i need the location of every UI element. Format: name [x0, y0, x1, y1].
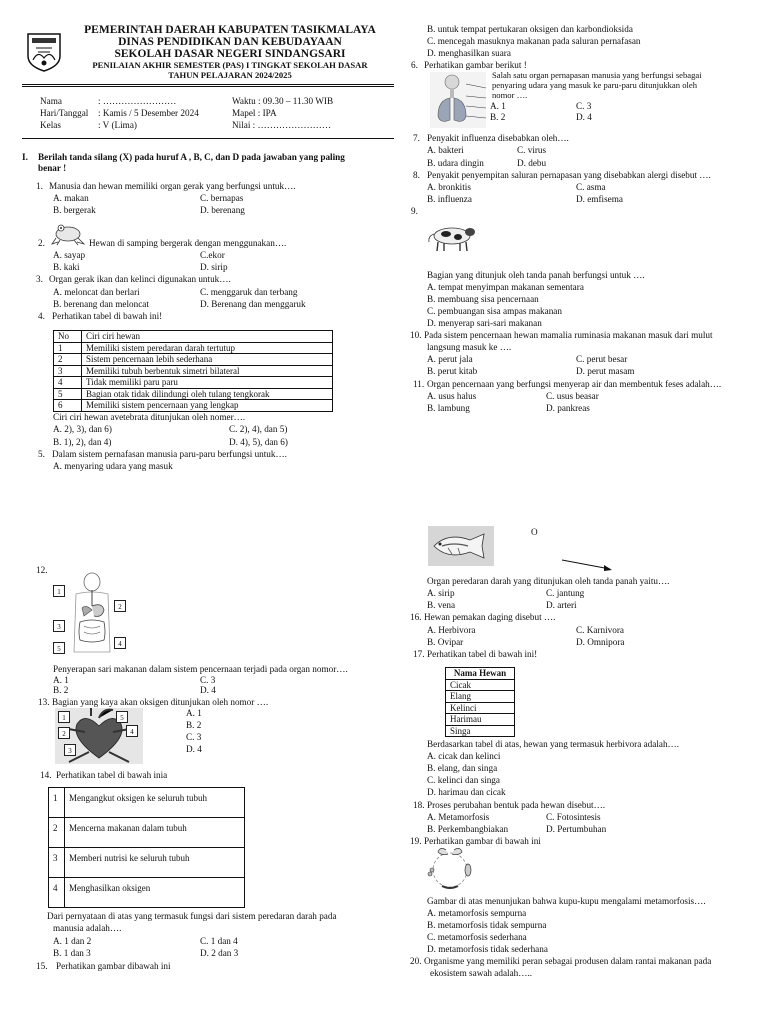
cow-image	[424, 222, 478, 252]
q18-number: 18.	[413, 800, 425, 810]
q13-number: 13.	[38, 697, 50, 707]
info-rule-bottom	[22, 138, 394, 139]
q2-option-b[interactable]: B. kaki	[53, 262, 80, 272]
q17-stem: Perhatikan tabel di bawah ini!	[427, 649, 538, 659]
q14-ask-line2: manusia adalah….	[53, 923, 122, 933]
q15-ask: Organ peredaran darah yang ditunjukan oleh tanda panah yaitu….	[427, 576, 670, 586]
q1-option-b[interactable]: B. bergerak	[53, 205, 96, 215]
q1-option-c[interactable]: C. bernapas	[200, 193, 244, 203]
q8-stem: Penyakit penyempitan saluran pernapasan yang disebabkan alergi disebut ….	[427, 170, 711, 180]
q6-line2: penyaring udara yang masuk ke paru-paru ditunjukkan oleh	[492, 80, 697, 90]
q4-cell-no: 4	[54, 377, 82, 389]
q19-option-b[interactable]: B. metamorfosis tidak sempurna	[427, 920, 547, 930]
q8-option-d[interactable]: D. emfisema	[576, 194, 623, 204]
q14-stem: Perhatikan tabel di bawah inia	[56, 770, 168, 780]
q14-table	[48, 787, 245, 908]
q17-number: 17.	[413, 649, 425, 659]
q12-option-c[interactable]: C. 3	[200, 675, 216, 685]
q17-head: Nama Hewan	[446, 668, 515, 680]
q13-stem: Bagian yang kaya akan oksigen ditunjukan oleh nomor ….	[52, 697, 269, 707]
q10-line1: Pada sistem pencernaan hewan mamalia ruminasia makanan masuk dari mulut	[424, 330, 713, 340]
q10-option-d[interactable]: D. perut masam	[576, 366, 635, 376]
q15-option-c[interactable]: C. jantung	[546, 588, 585, 598]
q2-stem: Hewan di samping bergerak dengan menggunakan….	[89, 238, 287, 248]
q12-option-d[interactable]: D. 4	[200, 685, 216, 695]
q9-option-a[interactable]: A. tempat menyimpan makanan sementara	[427, 282, 584, 292]
q3-stem: Organ gerak ikan dan kelinci digunakan untuk….	[49, 274, 231, 284]
q10-number: 10.	[410, 330, 422, 340]
q13-label-2: 2	[58, 727, 70, 739]
q15-option-d[interactable]: D. arteri	[546, 600, 577, 610]
q4-cell-no: 6	[54, 400, 82, 412]
q6-line3: nomor ….	[492, 90, 528, 100]
q13-option-c[interactable]: C. 3	[186, 732, 202, 742]
q8-option-b[interactable]: B. influenza	[427, 194, 472, 204]
header-line5: TAHUN PELAJARAN 2024/2025	[168, 70, 292, 80]
q2-number: 2.	[38, 238, 45, 248]
q14-ask-line1: Dari pernyataan di atas yang termasuk fungsi dari sistem peredaran darah pada	[47, 911, 337, 921]
q12-label-1: 1	[53, 585, 65, 597]
q17-option-c[interactable]: C. kelinci dan singa	[427, 775, 500, 785]
q10-line2: langsung masuk ke ….	[427, 342, 512, 352]
q13-label-5: 5	[116, 711, 128, 723]
q18-stem: Proses perubahan bentuk pada hewan disebut….	[427, 800, 606, 810]
table-row	[54, 377, 333, 389]
q3-option-d[interactable]: D. Berenang dan menggaruk	[200, 299, 306, 309]
info-kelas-label: Kelas	[40, 120, 61, 130]
arrow-icon	[560, 558, 616, 572]
q4-option-b[interactable]: B. 1), 2), dan 4)	[53, 437, 112, 447]
info-waktu: Waktu : 09.30 – 11.30 WIB	[232, 96, 334, 106]
q4-cell-no: 5	[54, 388, 82, 400]
q6-option-a[interactable]: A. 1	[490, 101, 506, 111]
school-logo	[24, 30, 64, 72]
q5-option-a[interactable]: A. menyaring udara yang masuk	[53, 461, 173, 471]
q5-option-b[interactable]: B. untuk tempat pertukaran oksigen dan karbondioksida	[427, 24, 633, 34]
q19-option-c[interactable]: C. metamorfosis sederhana	[427, 932, 527, 942]
q14-option-a[interactable]: A. 1 dan 2	[53, 936, 92, 946]
q12-option-b[interactable]: B. 2	[53, 685, 69, 695]
q1-option-a[interactable]: A. makan	[53, 193, 89, 203]
q14-option-b[interactable]: B. 1 dan 3	[53, 948, 91, 958]
q6-number: 6.	[411, 60, 418, 70]
q2-option-c[interactable]: C.ekor	[200, 250, 225, 260]
header-line1: PEMERINTAH DAERAH KABUPATEN TASIKMALAYA	[84, 24, 376, 36]
table-row	[49, 878, 245, 908]
instruction-number: I.	[22, 152, 28, 162]
q11-option-b[interactable]: B. lambung	[427, 403, 470, 413]
q7-option-c[interactable]: C. virus	[517, 145, 547, 155]
q6-option-b[interactable]: B. 2	[490, 112, 506, 122]
info-hari-label: Hari/Tanggal	[40, 108, 89, 118]
q13-label-1: 1	[58, 711, 70, 723]
q19-number: 19.	[410, 836, 422, 846]
q17-table-header	[446, 668, 515, 680]
q9-option-b[interactable]: B. membuang sisa pencernaan	[427, 294, 539, 304]
q4-cell-no: 1	[54, 342, 82, 354]
q12-number: 12.	[36, 565, 48, 575]
q14-cell-no: 4	[49, 878, 65, 908]
q12-label-4: 4	[114, 637, 126, 649]
q4-table-header	[54, 331, 333, 343]
q6-line1: Salah satu organ pernapasan manusia yang berfungsi sebagai	[492, 70, 702, 80]
header-line2: DINAS PENDIDIKAN DAN KEBUDAYAAN	[118, 36, 342, 48]
header-rule-top2	[22, 86, 394, 87]
q14-cell-no: 1	[49, 788, 65, 818]
q14-cell-no: 2	[49, 818, 65, 848]
q19-ask: Gambar di atas menunjukan bahwa kupu-kupu mengalami metamorfosis….	[427, 896, 706, 906]
q18-option-b[interactable]: B. Perkembangbiakan	[427, 824, 509, 834]
instruction-line2: benar !	[38, 163, 67, 173]
info-kelas-value: : V (Lima)	[98, 120, 137, 130]
table-row	[446, 691, 515, 703]
q8-number: 8.	[413, 170, 420, 180]
info-mapel: Mapel : IPA	[232, 108, 277, 118]
q16-stem: Hewan pemakan daging disebut ….	[424, 612, 556, 622]
q4-head-no: No	[54, 331, 82, 343]
q9-option-c[interactable]: C. pembuangan sisa ampas makanan	[427, 306, 562, 316]
table-row	[446, 679, 515, 691]
frog-image	[50, 220, 86, 246]
q6-stem: Perhatikan gambar berikut !	[424, 60, 527, 70]
q17-cell: Cicak	[446, 679, 515, 691]
q4-head-ciri: Ciri ciri hewan	[82, 331, 333, 343]
q14-cell-text: Mengangkut oksigen ke seluruh tubuh	[65, 788, 245, 818]
q15-stem: Perhatikan gambar dibawah ini	[56, 961, 171, 971]
q3-number: 3.	[36, 274, 43, 284]
q19-stem: Perhatikan gambar di bawah ini	[424, 836, 541, 846]
q15-option-b[interactable]: B. vena	[427, 600, 456, 610]
butterfly-cycle-image	[424, 846, 476, 894]
q3-option-a[interactable]: A. meloncat dan berlari	[53, 287, 140, 297]
q20-number: 20.	[410, 956, 422, 966]
q1-option-d[interactable]: D. berenang	[200, 205, 245, 215]
q14-cell-text: Menghasilkan oksigen	[65, 878, 245, 908]
info-nama-label: Nama	[40, 96, 62, 106]
q20-line1: Organisme yang memiliki peran sebagai produsen dalam rantai makanan pada	[424, 956, 712, 966]
q4-stem: Perhatikan tabel di bawah ini!	[52, 311, 163, 321]
q12-stem: Penyerapan sari makanan dalam sistem pencernaan terjadi pada organ nomor….	[53, 664, 348, 674]
q4-ask: Ciri ciri hewan avetebrata ditunjukan oleh nomer….	[53, 412, 246, 422]
q4-number: 4.	[38, 311, 45, 321]
q3-option-c[interactable]: C. menggaruk dan terbang	[200, 287, 298, 297]
q7-option-d[interactable]: D. debu	[517, 158, 547, 168]
q16-option-d[interactable]: D. Omnipora	[576, 637, 625, 647]
q12-label-5: 5	[53, 642, 65, 654]
header-rule-top	[22, 84, 394, 85]
q13-option-b[interactable]: B. 2	[186, 720, 202, 730]
q12-label-3: 3	[53, 620, 65, 632]
q18-option-a[interactable]: A. Metamorfosis	[427, 812, 490, 822]
q20-line2: ekosistem sawah adalah…..	[430, 968, 533, 978]
info-nilai[interactable]: Nilai : ……………………	[232, 120, 332, 130]
q14-cell-text: Memberi nutrisi ke seluruh tubuh	[65, 848, 245, 878]
q6-option-d[interactable]: D. 4	[576, 112, 592, 122]
q4-table	[53, 330, 333, 412]
q14-option-d[interactable]: D. 2 dan 3	[200, 948, 239, 958]
q16-option-b[interactable]: B. Ovipar	[427, 637, 464, 647]
q5-number: 5.	[38, 449, 45, 459]
q4-cell-ciri: Bagian otak tidak dilindungi oleh tulang tengkorak	[82, 388, 333, 400]
q11-option-a[interactable]: A. usus halus	[427, 391, 477, 401]
table-row	[446, 714, 515, 726]
q4-cell-no: 2	[54, 354, 82, 366]
q17-option-d[interactable]: D. harimau dan cicak	[427, 787, 506, 797]
table-row	[446, 702, 515, 714]
table-row	[54, 342, 333, 354]
q10-option-a[interactable]: A. perut jala	[427, 354, 473, 364]
q3-option-b[interactable]: B. berenang dan meloncat	[53, 299, 149, 309]
table-row	[54, 365, 333, 377]
q2-option-d[interactable]: D. sirip	[200, 262, 228, 272]
q5-option-c[interactable]: C. mencegah masuknya makanan pada saluran pernafasan	[427, 36, 641, 46]
q9-number: 9.	[411, 206, 418, 216]
q12-option-a[interactable]: A. 1	[53, 675, 69, 685]
instruction-line1: Berilah tanda silang (X) pada huruf A , B, C, dan D pada jawaban yang paling	[38, 152, 345, 162]
q13-label-4: 4	[126, 725, 138, 737]
digestive-system-image	[62, 572, 122, 656]
table-row	[446, 725, 515, 737]
q15-option-a[interactable]: A. sirip	[427, 588, 455, 598]
q4-option-c[interactable]: C. 2), 4), dan 5)	[229, 424, 288, 434]
q4-cell-ciri: Memiliki sistem pencernaan yang lengkap	[82, 400, 333, 412]
q7-stem: Penyakit influenza disebabkan oleh….	[427, 133, 569, 143]
q17-option-a[interactable]: A. cicak dan kelinci	[427, 751, 501, 761]
q15-number: 15.	[36, 961, 48, 971]
q1-stem: Manusia dan hewan memiliki organ gerak yang berfungsi untuk….	[49, 181, 296, 191]
table-row	[54, 388, 333, 400]
q17-option-b[interactable]: B. elang, dan singa	[427, 763, 498, 773]
q6-option-c[interactable]: C. 3	[576, 101, 592, 111]
q17-cell: Harimau	[446, 714, 515, 726]
q17-ask: Berdasarkan tabel di atas, hewan yang termasuk herbivora adalah….	[427, 739, 680, 749]
q14-cell-text: Mencerna makanan dalam tubuh	[65, 818, 245, 848]
q18-option-c[interactable]: C. Fotosintesis	[546, 812, 601, 822]
q18-option-d[interactable]: D. Pertumbuhan	[546, 824, 607, 834]
q14-number: 14.	[40, 770, 52, 780]
table-row	[54, 354, 333, 366]
logo-text: KAB. TASIKMALAYA	[29, 34, 59, 38]
q7-option-a[interactable]: A. bakteri	[427, 145, 464, 155]
header-line4: PENILAIAN AKHIR SEMESTER (PAS) I TINGKAT SEKOLAH DASAR	[92, 60, 368, 70]
q8-option-a[interactable]: A. bronkitis	[427, 182, 471, 192]
q4-cell-ciri: Memiliki sistem peredaran darah tertutup	[82, 342, 333, 354]
q4-cell-ciri: Tidak memiliki paru paru	[82, 377, 333, 389]
table-row	[54, 400, 333, 412]
q11-option-d[interactable]: D. pankreas	[546, 403, 590, 413]
table-row	[49, 788, 245, 818]
q11-stem: Organ pencernaan yang berfungsi menyerap air dan membentuk feses adalah….	[427, 379, 722, 389]
q5-option-d[interactable]: D. menghasilkan suara	[427, 48, 511, 58]
q11-number: 11.	[413, 379, 425, 389]
header-line3: SEKOLAH DASAR NEGERI SINDANGSARI	[114, 48, 346, 60]
q4-cell-ciri: Sistem pencernaan lebih sederhana	[82, 354, 333, 366]
q7-option-b[interactable]: B. udara dingin	[427, 158, 484, 168]
q9-option-d[interactable]: D. menyerap sari-sari makanan	[427, 318, 542, 328]
q16-option-a[interactable]: A. Herbivora	[427, 625, 476, 635]
q19-option-d[interactable]: D. metamorfosis tidak sederhana	[427, 944, 548, 954]
q4-option-d[interactable]: D. 4), 5), dan 6)	[229, 437, 288, 447]
q4-option-a[interactable]: A. 2), 3), dan 6)	[53, 424, 112, 434]
q14-option-c[interactable]: C. 1 dan 4	[200, 936, 238, 946]
q16-number: 16.	[410, 612, 422, 622]
q4-cell-ciri: Memiliki tubuh berbentuk simetri bilateral	[82, 365, 333, 377]
q12-label-2: 2	[114, 600, 126, 612]
q16-option-c[interactable]: C. Karnivora	[576, 625, 624, 635]
table-row	[49, 818, 245, 848]
q4-cell-no: 3	[54, 365, 82, 377]
q13-label-3: 3	[64, 744, 76, 756]
q15-circle-label: O	[531, 527, 538, 537]
q5-stem: Dalam sistem pernafasan manusia paru-paru berfungsi untuk….	[52, 449, 287, 459]
q1-number: 1.	[36, 181, 43, 191]
fish-image	[428, 526, 494, 566]
q17-cell: Elang	[446, 691, 515, 703]
q14-cell-no: 3	[49, 848, 65, 878]
q17-cell: Kelinci	[446, 702, 515, 714]
q10-option-c[interactable]: C. perut besar	[576, 354, 628, 364]
q17-table	[445, 667, 515, 737]
q11-option-c[interactable]: C. usus beasar	[546, 391, 599, 401]
table-row	[49, 848, 245, 878]
q17-cell: Singa	[446, 725, 515, 737]
q2-option-a[interactable]: A. sayap	[53, 250, 86, 260]
q13-option-d[interactable]: D. 4	[186, 744, 202, 754]
q9-stem: Bagian yang ditunjuk oleh tanda panah berfungsi untuk ….	[427, 270, 645, 280]
q8-option-c[interactable]: C. asma	[576, 182, 606, 192]
q13-option-a[interactable]: A. 1	[186, 708, 202, 718]
q19-option-a[interactable]: A. metamorfosis sempurna	[427, 908, 527, 918]
info-hari-value: : Kamis / 5 Desember 2024	[98, 108, 199, 118]
q7-number: 7.	[413, 133, 420, 143]
lungs-image	[430, 72, 486, 128]
q10-option-b[interactable]: B. perut kitab	[427, 366, 478, 376]
info-nama-value[interactable]: : ……………………	[98, 96, 177, 106]
